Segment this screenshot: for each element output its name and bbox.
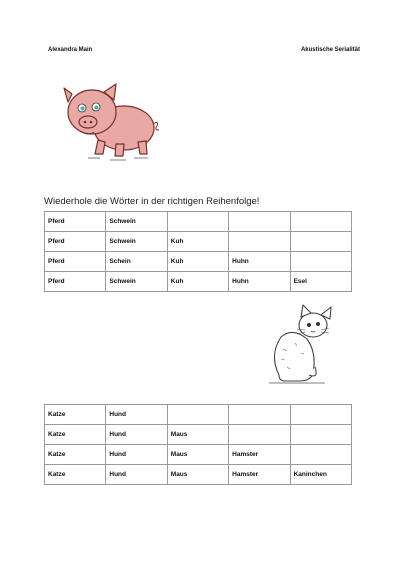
instruction-text: Wiederhole die Wörter in der richtigen Reihenfolge! (44, 196, 260, 207)
table-row (45, 252, 352, 272)
table-cell: Schwein (106, 212, 167, 232)
table-cell: Pferd (45, 272, 106, 292)
table-cell (290, 445, 351, 465)
table-row (45, 272, 352, 292)
table-row (45, 445, 352, 465)
table-cell: Hund (106, 405, 167, 425)
table-cell: Katze (45, 425, 106, 445)
table-cell: Katze (45, 465, 106, 485)
farm-animals-table (44, 211, 352, 292)
table-cell: Pferd (45, 252, 106, 272)
table-cell (290, 232, 351, 252)
table-cell (290, 405, 351, 425)
author-name: Alexandra Main (48, 47, 93, 53)
table-cell: Hund (106, 425, 167, 445)
table-cell: Maus (167, 445, 228, 465)
table-row (45, 212, 352, 232)
table-cell (229, 212, 290, 232)
table-cell (229, 405, 290, 425)
table-cell: Schwein (106, 232, 167, 252)
pets-table (44, 404, 352, 485)
table-cell: Katze (45, 405, 106, 425)
table-cell (290, 425, 351, 445)
table-cell: Pferd (45, 212, 106, 232)
table-cell: Hamster (229, 445, 290, 465)
table-cell (229, 232, 290, 252)
table-cell: Kuh (167, 272, 228, 292)
table-cell: Maus (167, 465, 228, 485)
table-cell: Kuh (167, 252, 228, 272)
cat-illustration (265, 303, 337, 385)
table-cell: Schwein (106, 272, 167, 292)
table-cell (229, 425, 290, 445)
table-row (45, 232, 352, 252)
table-cell (167, 405, 228, 425)
table-cell: Kuh (167, 232, 228, 252)
table-row (45, 425, 352, 445)
table-cell (167, 212, 228, 232)
table-cell: Maus (167, 425, 228, 445)
table-cell: Huhn (229, 272, 290, 292)
table-cell (290, 252, 351, 272)
table-cell: Esel (290, 272, 351, 292)
worksheet-topic: Akustische Serialität (300, 47, 360, 53)
table-row (45, 405, 352, 425)
table-row (45, 465, 352, 485)
table-cell: Hund (106, 465, 167, 485)
table-cell: Pferd (45, 232, 106, 252)
table-cell: Katze (45, 445, 106, 465)
table-cell (290, 212, 351, 232)
table-cell: Schein (106, 252, 167, 272)
pig-illustration (58, 78, 168, 166)
table-cell: Hamster (229, 465, 290, 485)
table-cell: Kaninchen (290, 465, 351, 485)
table-cell: Huhn (229, 252, 290, 272)
table-cell: Hund (106, 445, 167, 465)
